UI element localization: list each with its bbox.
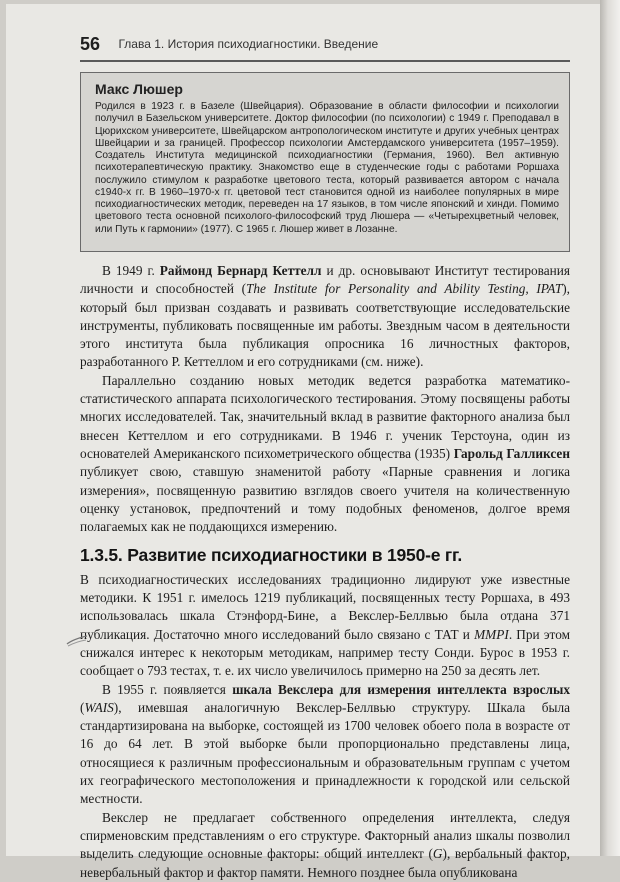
- para3-text-b: . При этом снижался интерес к некоторым методикам, например тесту Сонди. Бурос в 1953 г. сообщает о 793 тестах, т. е. их число увеличилось примерно на 250 за десять лет.: [80, 626, 571, 679]
- paragraph-factors: [80, 809, 570, 882]
- paragraph-statistics: [80, 372, 570, 537]
- para4-text-b: (: [80, 699, 85, 715]
- name-cattell: Раймонд Бернард Кеттелл: [159, 263, 322, 278]
- page-edge: [600, 0, 620, 856]
- para1-text-c: ), который был призван создавать и развивать соответствующие исследовательские инструменты, публиковать посвященные им работы. Звездным часом в деятельности этого института была публикация опросника 16 личностных факторов, разработанного Р. Кеттеллом и его сотрудниками (см. ниже).: [80, 281, 570, 370]
- running-header: [80, 34, 600, 58]
- pencil-mark-icon: [66, 634, 88, 648]
- para1-text-a: В 1949 г.: [102, 263, 160, 278]
- mmpi-term: MMPI: [474, 626, 509, 642]
- section-heading: 1.3.5. Развитие психодиагностики в 1950-е гг.: [80, 545, 463, 566]
- header-rule: [80, 60, 570, 62]
- paragraph-1950s: [80, 571, 570, 681]
- g-factor: G: [432, 846, 443, 862]
- paragraph-ipat: [80, 262, 570, 372]
- para4-text-c: ), имевшая аналогичную Векслер-Беллвью структуру. Шкала была стандартизирована на выборке, состоящей из 1700 человек обоего пола в возрасте от 16 до 64 лет. В этой выборке были пропорционально представлены лица, относящиеся к различным профессиональным и образовательным группам с учетом их географического местоположения и принадлежности к городской или сельской местности.: [80, 699, 570, 807]
- para5-text-a: Векслер не предлагает собственного определения интеллекта, следуя спирменовским представлениям о его структуре. Факторный анализ шкалы позволил выделить следующие основные факторы: общий интеллект (: [80, 809, 570, 862]
- biography-title: Макс Люшер: [95, 81, 183, 97]
- name-gulliksen: Гарольд Галликсен: [453, 445, 570, 461]
- wais-abbr: WAIS: [84, 699, 114, 715]
- para2-text-b: публикует свою, ставшую знаменитой работу «Парные сравнения и логика измерения», посвященную развитию взглядов своего учителя на количественную оценку установок, предпочтений и тому подобных феноменов, долгое время полагаемых как не поддающихся измерению.: [80, 464, 570, 535]
- para3-text-a: В психодиагностических исследованиях традиционно лидируют уже известные методики. К 1951 г. имелось 1219 публикаций, посвященных тесту Роршаха, в 493 использовалась шкала Стэнфорд-Бине, а Векслер-Беллвью была отдана 371 публикация. Достаточно много исследований было связано с ТАТ и: [80, 571, 570, 642]
- biography-box: [80, 72, 570, 252]
- biography-text: Родился в 1923 г. в Базеле (Швейцария). Образование в области философии и психологии получил в Базельском университете. Доктор философии (по психологии) с 1949 г. Преподавал в Цюрихском университете, Швейцарском антропологическом институте и других учебных центрах Швейцарии и за границей. Профессор психологии Амстердамского университета (1957–1959). Создатель Института медицинской психодиагностики (Германия, 1960). Вел активную психотерапевтическую практику. Знакомство еще в студенческие годы с работами Роршаха послужило стимулом к разработке цветового теста, который развивается автором с начала с1940-х гг. В 1960–1970-х гг. цветовой тест становится одной из наиболее популярных в мире психодиагностических методик, переведен на 17 языков, в том числе японский и хинди. Помимо цветового теста основной психолого-философский труд Люшера — «Четырехцветный человек, или Путь к гармонии» (1977). С 1965 г. Люшер живет в Лозанне.: [95, 101, 559, 235]
- wais-title: шкала Векслера для измерения интеллекта взрослых: [232, 681, 570, 697]
- para2-text-a: Параллельно созданию новых методик ведется разработка математико-статистического аппарата психологического тестирования. Этому посвящены работы многих исследователей. Так, значительный вклад в развитие факторного анализа был внесен Кеттеллом и его сотрудниками. В 1946 г. ученик Терстоуна, один из основателей Американского психометрического общества (1935): [80, 372, 570, 461]
- paragraph-wais: [80, 681, 570, 809]
- page-number: 56: [80, 34, 101, 54]
- main-text: [80, 262, 570, 882]
- running-title: Глава 1. История психодиагностики. Введение: [118, 37, 379, 51]
- para4-text-a: В 1955 г. появляется: [102, 681, 233, 697]
- para5-text-b: ), вербальный фактор, невербальный фактор и фактор памяти. Немного позднее была опубликована: [80, 846, 570, 880]
- para1-text-b: и др. основывают Институт тестирования личности и способностей (: [80, 263, 570, 297]
- institute-name: The Institute for Personality and Ability Testing, IPAT: [246, 281, 563, 297]
